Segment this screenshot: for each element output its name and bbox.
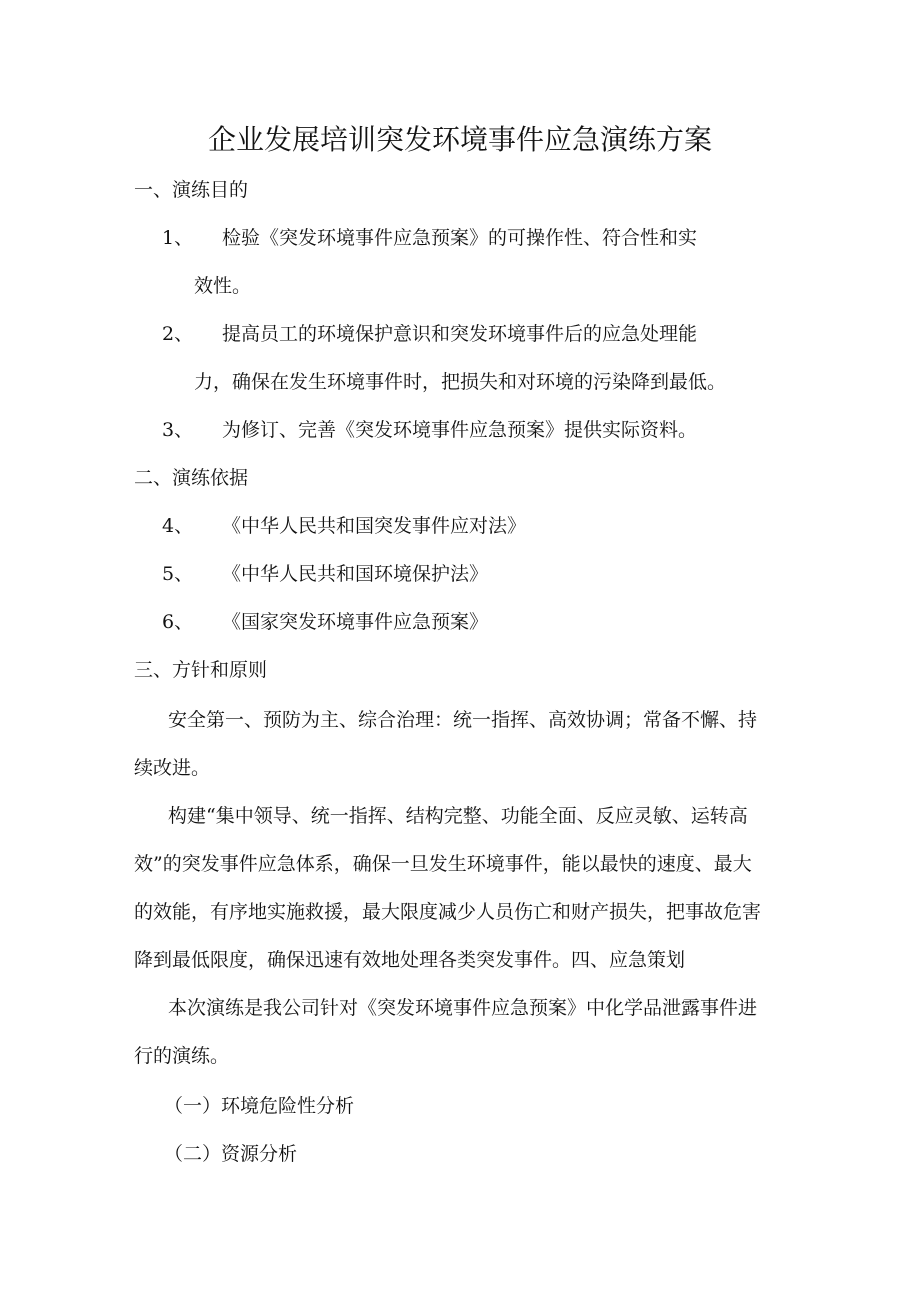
item-text: 为修订、完善《突发环境事件应急预案》提供实际资料。 [222,419,698,441]
paragraph-line: 降到最低限度，确保迅速有效地处理各类突发事件。四、应急策划 [134,949,686,971]
paragraph-line: 续改进。 [134,757,211,779]
item-number: 6、 [162,611,194,633]
law-reference: 《中华人民共和国环境保护法》 [222,563,489,585]
item-text-continued: 效性。 [194,275,252,297]
paragraph-line: 效”的突发事件应急体系，确保一旦发生环境事件，能以最快的速度、最大 [134,853,752,875]
paragraph-line: 本次演练是我公司针对《突发环境事件应急预案》中化学品泄露事件进 [168,997,758,1019]
item-text: 提高员工的环境保护意识和突发环境事件后的应急处理能 [222,323,698,345]
section-heading-principles: 三、方针和原则 [134,659,268,681]
paragraph-line: 行的演练。 [134,1045,230,1067]
law-reference: 《中华人民共和国突发事件应对法》 [222,515,527,537]
section-heading-purpose: 一、演练目的 [134,179,249,201]
paragraph-line: 安全第一、预防为主、综合治理：统一指挥、高效协调；常备不懈、持 [168,709,758,731]
item-text-continued: 力，确保在发生环境事件时，把损失和对环境的污染降到最低。 [194,371,727,393]
section-heading-basis: 二、演练依据 [134,467,249,489]
item-number: 1、 [162,227,194,249]
law-reference: 《国家突发环境事件应急预案》 [222,611,489,633]
item-number: 3、 [162,419,194,441]
document-title: 企业发展培训突发环境事件应急演练方案 [207,123,712,156]
paragraph-line: 构建“集中领导、统一指挥、结构完整、功能全面、反应灵敏、运转高 [168,805,748,827]
subheading-resource-analysis: （二）资源分析 [164,1143,298,1165]
item-number: 4、 [162,515,194,537]
item-text: 检验《突发环境事件应急预案》的可操作性、符合性和实 [222,227,698,249]
item-number: 5、 [162,563,194,585]
item-number: 2、 [162,323,194,345]
paragraph-line: 的效能，有序地实施救援，最大限度减少人员伤亡和财产损失，把事故危害 [134,901,762,923]
subheading-risk-analysis: （一）环境危险性分析 [164,1095,355,1117]
